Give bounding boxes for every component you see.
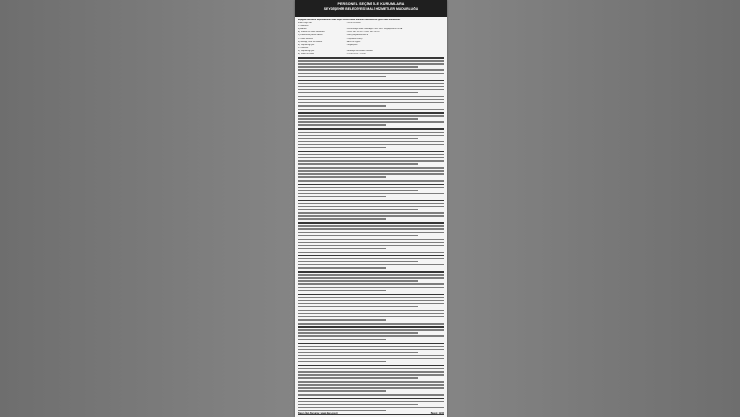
notice-header [295, 0, 447, 17]
text-line [298, 290, 386, 291]
text-line [298, 138, 418, 139]
text-line [298, 264, 444, 265]
text-line [298, 184, 444, 185]
text-line [298, 297, 444, 298]
text-line [298, 135, 444, 136]
text-line [298, 167, 444, 168]
text-line [298, 228, 444, 229]
text-line [298, 196, 386, 197]
text-line [298, 154, 444, 155]
text-line [298, 381, 444, 382]
text-line [298, 248, 386, 249]
notice-title: PERSONEL SEÇİMİ İLE KURUMLARA [337, 2, 405, 6]
text-line [298, 132, 444, 133]
field-row: b) Yapılacağı yer : Seydişehir [298, 43, 358, 46]
text-line [298, 57, 444, 58]
field-row: İhale Kayıt No : 2023/1234567 [298, 22, 362, 25]
text-line [298, 187, 444, 188]
text-line [298, 384, 444, 385]
notice-footer [298, 412, 444, 415]
text-line [298, 206, 444, 207]
text-line [298, 66, 418, 67]
text-line [298, 319, 386, 320]
text-line [298, 355, 444, 356]
text-line [298, 287, 444, 288]
text-line [298, 352, 418, 353]
text-line [298, 390, 386, 391]
text-line [298, 401, 444, 402]
text-line [298, 92, 418, 93]
text-line [298, 209, 418, 210]
text-line [298, 255, 444, 256]
field-row: a) Niteliği, türü ve miktarı : Arsa ve işyeri [298, 40, 361, 43]
text-line [298, 190, 418, 191]
text-line [298, 358, 444, 359]
footer-source: Basın İlan Kurumu: www.ilan.gov.tr [298, 412, 338, 415]
text-line [298, 109, 444, 110]
text-line [298, 394, 444, 395]
field-row: 3- İhalenin [298, 46, 309, 49]
text-line [298, 398, 444, 399]
text-line [298, 128, 444, 129]
field-row: 1- İdarenin [298, 25, 309, 28]
text-line [298, 212, 444, 213]
text-line [298, 294, 444, 295]
text-line [298, 261, 418, 262]
text-line [298, 180, 444, 181]
text-line [298, 349, 444, 350]
text-line [298, 102, 444, 103]
text-line [298, 339, 386, 340]
text-line [298, 170, 444, 171]
text-line [298, 280, 418, 281]
text-line [298, 407, 444, 408]
text-line [298, 112, 444, 113]
text-line [298, 343, 444, 344]
text-line [298, 232, 444, 233]
notice-body [295, 17, 447, 417]
newspaper-notice [295, 0, 447, 417]
text-line [298, 163, 418, 164]
text-line [298, 277, 444, 278]
text-line [298, 303, 444, 304]
text-line [298, 203, 444, 204]
text-line [298, 63, 444, 64]
field-row: a) Adresi : Kızılcakaya Mah. Belediye Cad. No:1 Seydişehir/KONYA [298, 28, 403, 31]
text-line [298, 141, 444, 142]
notice-subtitle: SEYDİŞEHİR BELEDİYESİ MALİ HİZMETLER MÜDÜRLÜĞÜ [323, 7, 419, 11]
text-line [298, 323, 444, 324]
text-line [298, 235, 418, 236]
text-line [298, 316, 444, 317]
text-line [298, 89, 444, 90]
text-line [298, 225, 444, 226]
text-line [298, 96, 444, 97]
text-line [298, 99, 444, 100]
text-line [298, 332, 418, 333]
text-line [298, 124, 386, 125]
text-line [298, 404, 418, 405]
text-line [298, 365, 444, 366]
text-line [298, 157, 444, 158]
notice-text-block [298, 57, 444, 417]
text-line [298, 310, 444, 311]
text-line [298, 274, 444, 275]
text-line [298, 222, 444, 223]
text-line [298, 242, 444, 243]
text-line [298, 151, 444, 152]
text-line [298, 118, 418, 119]
field-row: a) Yapılacağı yer : Belediye Encümen Salonu [298, 49, 373, 52]
text-line [298, 218, 386, 219]
text-line [298, 200, 444, 201]
text-line [298, 160, 444, 161]
text-line [298, 313, 444, 314]
text-line [298, 374, 444, 375]
text-line [298, 176, 386, 177]
text-line [298, 335, 444, 336]
text-line [298, 215, 444, 216]
field-row: b) Telefon ve faks numarası : 0332 582 00 00 - 0332 582 00 01 [298, 31, 380, 34]
text-line [298, 173, 444, 174]
text-line [298, 300, 444, 301]
text-line [298, 80, 444, 81]
text-line [298, 258, 444, 259]
text-line [298, 86, 444, 87]
text-line [298, 329, 444, 330]
text-line [298, 147, 386, 148]
footer-code: Basın: 1234 [430, 412, 444, 415]
text-line [298, 252, 444, 253]
text-line [298, 368, 444, 369]
text-line [298, 387, 444, 388]
text-line [298, 76, 386, 77]
text-line [298, 193, 444, 194]
notice-intro: Aşağıda belirtilen taşınmazların 2886 sayılı Devlet İhale Kanunu hükümlerine göre ihale edilecektir. [298, 19, 401, 21]
text-line [298, 377, 418, 378]
field-row: b) Tarihi ve saati : 15.06.2023 - 14:00 [298, 53, 366, 56]
text-line [298, 346, 444, 347]
text-line [298, 239, 444, 240]
notice-fields [298, 22, 444, 56]
text-line [298, 267, 386, 268]
text-line [298, 105, 386, 106]
text-line [298, 121, 444, 122]
text-line [298, 271, 444, 272]
text-line [298, 306, 418, 307]
text-line [298, 73, 444, 74]
text-line [298, 326, 444, 327]
text-line [298, 69, 444, 70]
text-line [298, 83, 444, 84]
text-line [298, 361, 386, 362]
field-row: 2- İhale konusu : Taşınmaz satışı [298, 37, 363, 40]
text-line [298, 245, 444, 246]
text-line [298, 144, 444, 145]
field-row: c) Elektronik posta adresi : info@seydisehir.bel.tr [298, 34, 369, 37]
text-line [298, 283, 444, 284]
text-line [298, 371, 444, 372]
text-line [298, 60, 444, 61]
text-line [298, 115, 444, 116]
